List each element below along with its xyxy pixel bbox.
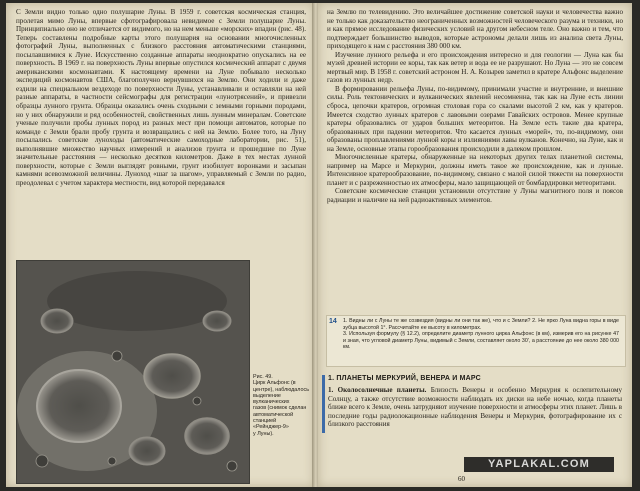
section-body (328, 386, 622, 429)
left-page (6, 3, 314, 487)
questions-marker: 14 (329, 318, 337, 325)
questions-box (326, 315, 626, 367)
watermark-logo: YAPLAKAL.COM (464, 457, 614, 472)
left-paragraph: С Земли видно только одно полушарие Луны. В 1959 г. советская космическая станция, пролетая мимо Луны, впервые сфотографировала невидимое с Земли полушарие Луны. Принципиально оно не отличается от видимого, но на нем меньше «морских» впадин (рис. 48). Теперь составлены подробные карты этого полушария на основании многочисленных фотографий Луны, выполненных с близкого расстояния автоматическими станциями, посылавшимися к Луне. Искусственно созданные аппараты неоднократно опускались на ее поверхность. В 1969 г. на поверхность Луны впервые опустился космический аппарат с двумя американскими космонавтами. К настоящему времени на Луне побывало несколько экспедиций космонавтов США, благополучно вернувшихся на Землю. Они ходили и даже ездили на специальном вездеходе по поверхности Луны, устанавливали и оставляли на ней разные аппараты, в частности сейсмографы для регистрации «лунотрясений», и привезли образцы лунного грунта. Образцы оказались очень сходными с земными горными породами, но у них обнаружили и ряд особенностей, свойственных лишь лунным минералам. Советские ученые получили пробы лунных пород из разных мест при помощи автоматов, которые по команде с Земли брали пробу грунта и возвращались с ней на Землю. Более того, на Луну посылались советские луноходы (автоматические самоходные лаборатории, рис. 51), выполнявшие множество научных измерений и анализов грунта и прошедшие по Луне значительные расстояния — несколько десятков километров. Даже в тех местах лунной поверхности, которые с Земли выглядят ровными, грунт изобилует воронками и засыпан камнями всевозможной величины. Луноход «шаг за шагом», управляемый с Земли по радио, преодолевал с учетом характера местности, вид которой передавался (16, 8, 306, 187)
section-paragraph (328, 386, 622, 429)
left-text-column (16, 8, 306, 187)
figure-caption: Рис. 49. Цирк Альфонс (в центре), наблюдалось выделение вулканических газов (снимок сделан автоматической станцией «Рейнджер-9» у Луны). (253, 374, 309, 437)
section-heading: 1. ПЛАНЕТЫ МЕРКУРИЙ, ВЕНЕРА И МАРС (328, 375, 481, 382)
questions-list (343, 318, 619, 351)
moon-crater-photo (16, 260, 250, 484)
section-subheading: 1. Околосолнечные планеты. (328, 386, 427, 394)
section-text: Близость Венеры и особенно Меркурия к ослепительному Солнцу, а также отсутствие возможности наблюдать их диски на небе ночью, когда планеты ближе всего к Земле, очень затрудняют изучение поверхности и атмосферы этих планет. Лишь в последние годы радиолокационные наблюдения Венеры и Меркурия, фотографирование их с близкого расстояния (328, 386, 623, 429)
right-paragraph: В формировании рельефа Луны, по-видимому, принимали участие и внутренние, и внешние силы. Роль тектонических и вулканических явлений несомненна, так как на Луне есть линии сброса, цепочки кратеров, огромная столовая гора со скалами высотой 2 км, как у кратеров. Имеется сходство лунных кратеров с лавовыми озерами Гавайских островов. Менее крупные кратеры образовались от ударов больших метеоритов. На Земле есть такие два кратера, образованных при падении метеоритов. Что касается лунных «морей», то, по-видимому, они образованы проплавлениями лунной коры и излияниями лавы вулканов. Конечно, на Луне, как и на Земле, основные этапы горообразования происходили в далеком прошлом. (327, 84, 623, 153)
section-accent-bar (322, 375, 325, 433)
right-paragraph: Изучение лунного рельефа и его происхождения интересно и для геологии — Луна как бы музей древней истории ее коры, так как ветер и вода ее не разрушают. Но Луна — это не совсем мертвый мир. В 1958 г. советский астроном Н. А. Козырев заметил в кратере Альфонс выделение газов из лунных недр. (327, 50, 623, 85)
right-paragraph: Многочисленные кратеры, обнаруженные на некоторых других телах планетной системы, например на Марсе и Меркурии, должны иметь такое же происхождение, как и лунные. Интенсивное кратерообразование, по-видимому, связано с малой силой тяжести на поверхности планет и с разреженностью их атмосферы, мало защищающей от бомбардировки метеоритами. (327, 153, 623, 187)
page-number: 60 (458, 475, 465, 483)
right-paragraph: на Землю по телевидению. Это величайшее достижение советской науки и человечества важно не только как доказательство неограниченных возможностей человеческого разума и техники, но и как прямое исследование физических условий на другом небесном теле. Оно важно и тем, что подтверждает большинство выводов, которые астрономы делали лишь из анализа света Луны, приходящего к нам с расстояния 380 000 км. (327, 8, 623, 51)
right-text-column (327, 8, 623, 205)
right-paragraph: Советские космические станции установили отсутствие у Луны магнитного поля и поясов радиации и наличие на ней радиоактивных элементов. (327, 187, 623, 205)
right-page (318, 3, 632, 487)
question-item: 1. Видны ли с Луны те же созвездия (видны ли они так же), что и с Земли? 2. Не ярко Луна видна горы в виде зубца высотой 1°. Рассчитайте ее высоту в километрах. (343, 318, 619, 331)
moon-surface-image (17, 261, 249, 483)
question-item: 3. Используя формулу (§ 12.2), определите диаметр лунного цирка Альфонс (в км), измерив его на рисунке 47 и зная, что угловой диаметр Луны, видимый с Земли, составляет около 30', а расстояние до нее около 380 000 км. (343, 331, 619, 351)
